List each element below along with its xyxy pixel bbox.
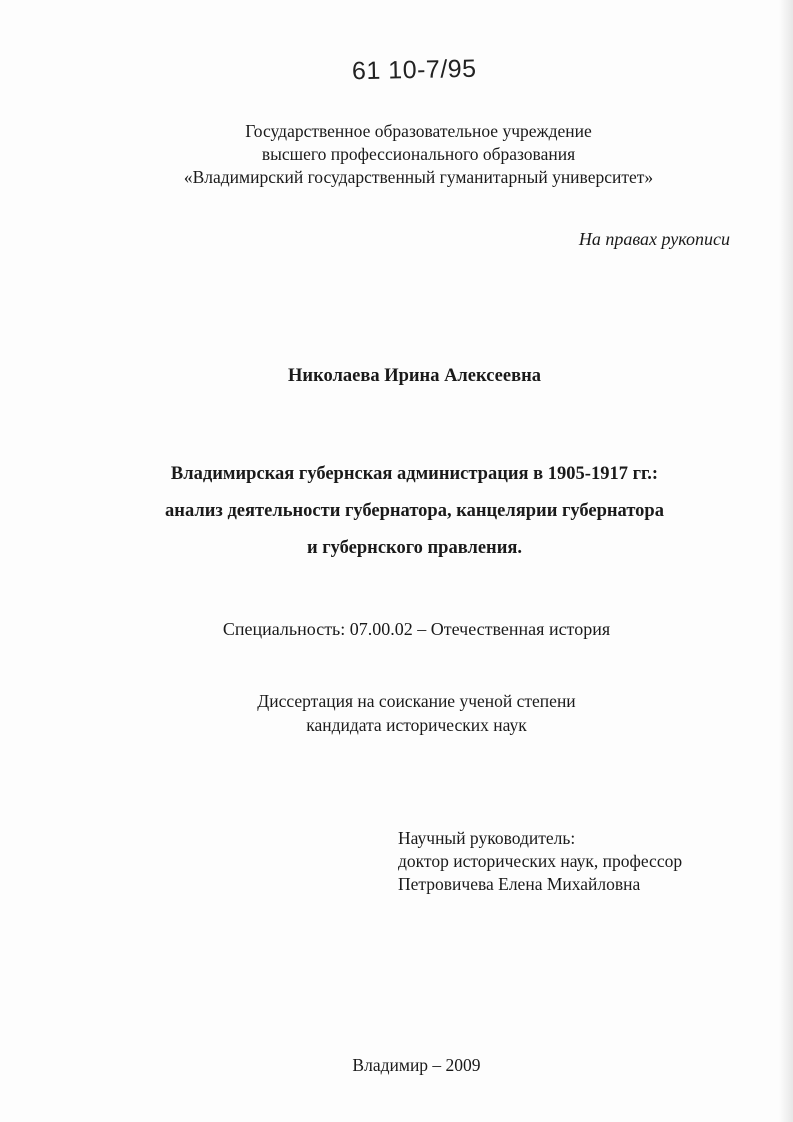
degree-line-2: кандидата исторических наук — [306, 715, 527, 735]
institution-line-2: высшего профессионального образования — [261, 144, 576, 164]
institution-line-3: «Владимирский государственный гуманитарный университет» — [183, 167, 654, 187]
supervisor-label: Научный руководитель: — [398, 828, 576, 848]
institution-block — [22, 120, 793, 189]
institution-line-1: Государственное образовательное учреждение — [245, 121, 592, 141]
supervisor-block — [398, 827, 682, 896]
title-line-1: Владимирская губернская администрация в 1905-1917 гг.: — [170, 464, 659, 484]
degree-line-1: Диссертация на соискание ученой степени — [257, 691, 576, 711]
specialty: Специальность: 07.00.02 – Отечественная история — [222, 619, 611, 639]
dissertation-title — [18, 456, 793, 567]
title-line-2: анализ деятельности губернатора, канцелярии губернатора — [165, 501, 664, 521]
archive-stamp-number: 61 10-7/95 — [351, 54, 477, 86]
degree-block — [20, 689, 793, 737]
supervisor-name: Петровичева Елена Михайловна — [398, 874, 641, 894]
title-line-3: и губернского правления. — [306, 538, 523, 558]
supervisor-rank: доктор исторических наук, профессор — [398, 851, 683, 871]
author-name: Николаева Ирина Алексеевна — [288, 366, 541, 386]
manuscript-rights-note: На правах рукописи — [578, 229, 730, 249]
city-year: Владимир – 2009 — [352, 1055, 481, 1075]
